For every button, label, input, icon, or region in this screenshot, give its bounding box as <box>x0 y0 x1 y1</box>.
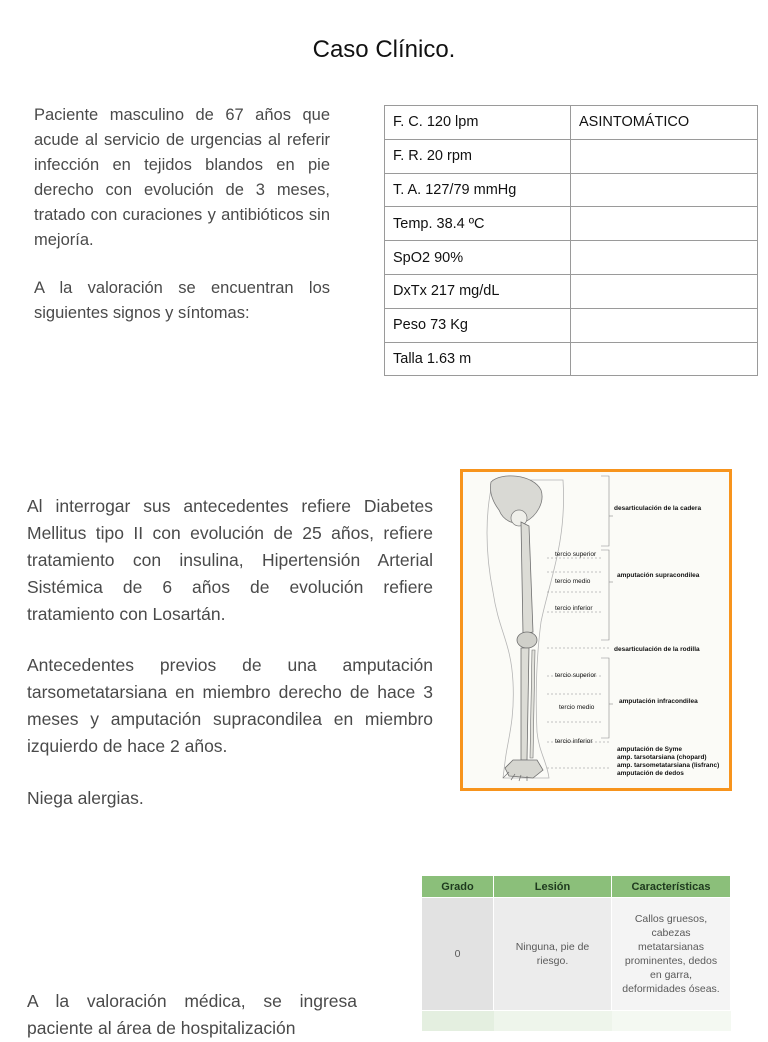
vital-note <box>571 342 758 376</box>
vital-label: Temp. 38.4 ºC <box>385 207 571 241</box>
label-toes: amputación de dedos <box>617 770 684 777</box>
label-supracondylar: amputación supracondilea <box>617 572 700 579</box>
intro-paragraph: Paciente masculino de 67 años que acude al servicio de urgencias al referir infección en tejidos blandos en pie derecho con evolución de 3 meses, tratado con curaciones y antibióticos sin mejoría. <box>34 106 330 249</box>
amputation-history-paragraph: Antecedentes previos de una amputación tarsometatarsiana en miembro derecho de hace 3 meses y amputación supracondilea en miembro izquierdo de hace 2 años. <box>27 655 433 756</box>
label-upper-third: tercio superior <box>555 551 597 558</box>
vital-label: SpO2 90% <box>385 241 571 275</box>
table-row <box>385 342 758 376</box>
signs-intro-paragraph: A la valoración se encuentran los siguientes signos y síntomas: <box>34 279 330 322</box>
label-knee-disarticulation: desarticulación de la rodilla <box>614 646 700 653</box>
vital-signs-table <box>384 105 758 376</box>
vital-note <box>571 139 758 173</box>
label-chopard: amp. tarsotarsiana (chopard) <box>617 754 707 761</box>
table-row <box>385 308 758 342</box>
table-row <box>385 241 758 275</box>
vital-label: Peso 73 Kg <box>385 308 571 342</box>
vital-label: DxTx 217 mg/dL <box>385 274 571 308</box>
vital-note <box>571 274 758 308</box>
vital-note <box>571 207 758 241</box>
vital-label: F. R. 20 rpm <box>385 139 571 173</box>
table-row <box>422 898 731 1010</box>
table-row <box>385 274 758 308</box>
leg-skeleton-illustration <box>463 472 729 788</box>
label-upper-third-2: tercio superior <box>555 672 597 679</box>
table-row <box>385 106 758 140</box>
table-row-partial <box>422 1011 731 1031</box>
label-infracondylar: amputación infracondilea <box>619 698 698 705</box>
cell-grade: 0 <box>422 898 494 1010</box>
vital-note <box>571 241 758 275</box>
vital-note: ASINTOMÁTICO <box>571 106 758 140</box>
header-characteristics: Características <box>612 876 731 897</box>
label-hip-disarticulation: desarticulación de la cadera <box>614 505 702 512</box>
label-lisfranc: amp. tarsometatarsiana (lisfranc) <box>617 762 720 769</box>
vital-label: Talla 1.63 m <box>385 342 571 376</box>
cell-characteristics: Callos gruesos, cabezas metatarsianas prominentes, dedos en garra, deformidades óseas. <box>612 898 731 1010</box>
vital-note <box>571 173 758 207</box>
label-lower-third-2: tercio inferior <box>555 738 593 745</box>
label-lower-third: tercio inferior <box>555 605 593 612</box>
amputation-levels-figure <box>460 469 732 791</box>
history-paragraph: Al interrogar sus antecedentes refiere Diabetes Mellitus tipo II con evolución de 25 años, refiere tratamiento con insulina, Hipertensión Arterial Sistémica de 6 años de evolución refiere tratamiento con Losartán. <box>27 496 433 624</box>
cell-lesion: Ninguna, pie de riesgo. <box>494 898 612 1010</box>
label-middle-third: tercio medio <box>555 578 591 585</box>
table-row <box>385 173 758 207</box>
allergies-paragraph: Niega alergias. <box>27 788 144 808</box>
label-syme: amputación de Syme <box>617 746 683 753</box>
vital-label: T. A. 127/79 mmHg <box>385 173 571 207</box>
admission-paragraph: A la valoración médica, se ingresa paciente al área de hospitalización <box>27 991 357 1038</box>
page-title: Caso Clínico. <box>312 36 456 63</box>
header-lesion: Lesión <box>494 876 612 897</box>
table-header <box>422 876 731 897</box>
vital-note <box>571 308 758 342</box>
table-row <box>385 139 758 173</box>
header-grade: Grado <box>422 876 494 897</box>
label-middle-third-2: tercio medio <box>559 704 595 711</box>
wagner-grade-table <box>422 876 731 1031</box>
vital-label: F. C. 120 lpm <box>385 106 571 140</box>
table-row <box>385 207 758 241</box>
